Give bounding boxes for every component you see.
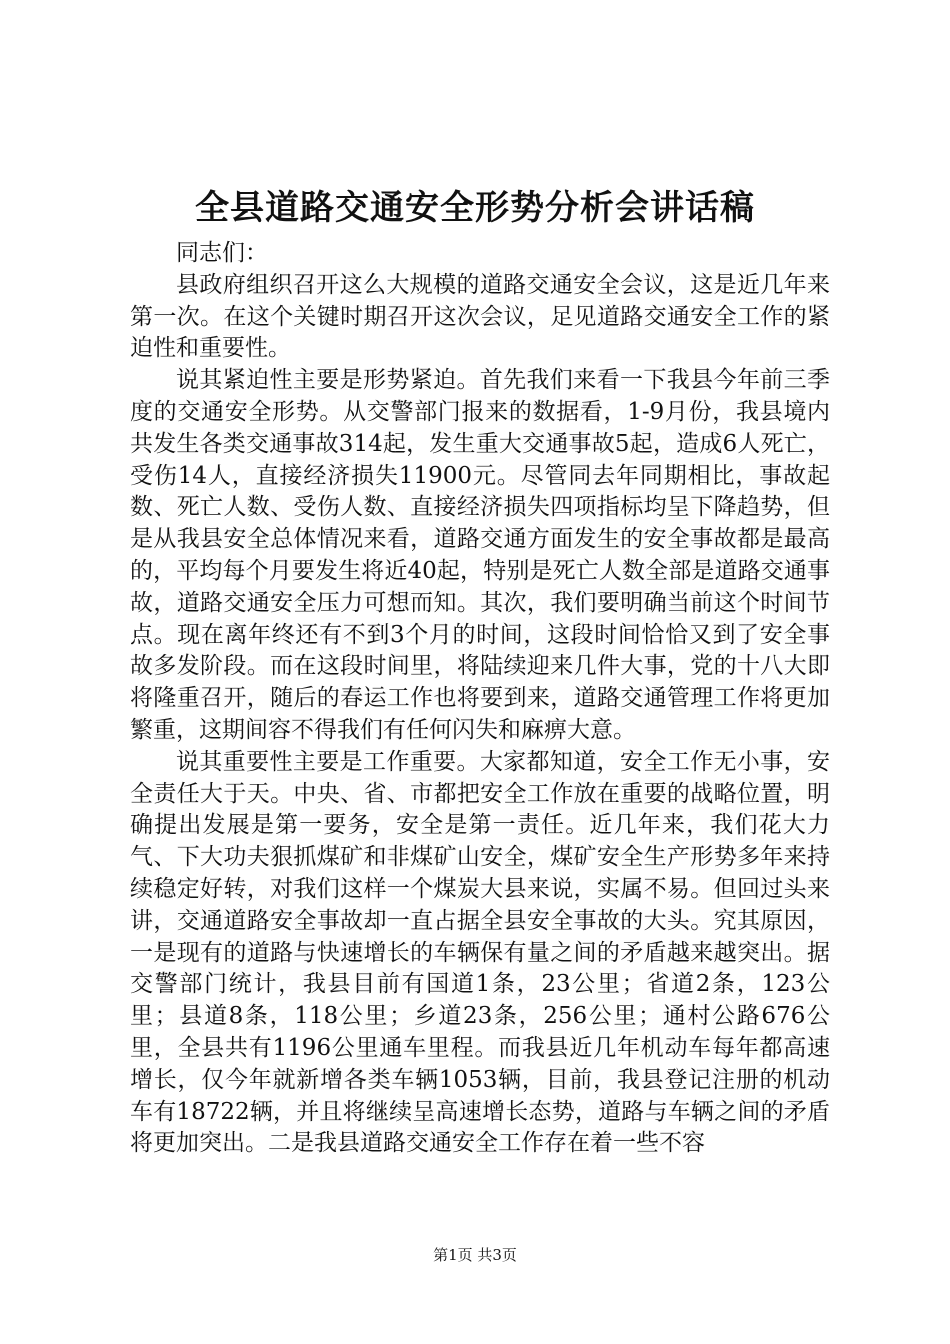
page-footer: 第1页 共3页 xyxy=(433,1246,517,1264)
paragraph-1: 县政府组织召开这么大规模的道路交通安全会议，这是近几年来第一次。在这个关键时期召开这次会议，足见道路交通安全工作的紧迫性和重要性。 xyxy=(130,271,830,362)
paragraph-3: 说其重要性主要是工作重要。大家都知道，安全工作无小事，安全责任大于天。中央、省、市都把安全工作放在重要的战略位置，明确提出发展是第一要务，安全是第一责任。近几年来，我们花大力气、下大功夫狠抓煤矿和非煤矿山安全，煤矿安全生产形势多年来持续稳定好转，对我们这样一个煤炭大县来说，实属不易。但回过头来讲，交通道路安全事故却一直占据全县安全事故的大头。究其原因，一是现有的道路与快速增长的车辆保有量之间的矛盾越来越突出。据交警部门统计，我县目前有国道1条，23公里；省道2条，123公里；县道8条，118公里；乡道23条，256公里；通村公路676公里，全县共有1196公里通车里程。而我县近几年机动车每年都高速增长，仅今年就新增各类车辆1053辆，目前，我县登记注册的机动车有18722辆，并且将继续呈高速增长态势，道路与车辆之间的矛盾将更加突出。二是我县道路交通安全工作存在着一些不容 xyxy=(130,748,830,1157)
document-title: 全县道路交通安全形势分析会讲话稿 xyxy=(195,188,755,228)
paragraph-2: 说其紧迫性主要是形势紧迫。首先我们来看一下我县今年前三季度的交通安全形势。从交警部门报来的数据看，1-9月份，我县境内共发生各类交通事故314起，发生重大交通事故5起，造成6人死亡，受伤14人，直接经济损失11900元。尽管同去年同期相比，事故起数、死亡人数、受伤人数、直接经济损失四项指标均呈下降趋势，但是从我县安全总体情况来看，道路交通方面发生的安全事故都是最高的，平均每个月要发生将近40起，特别是死亡人数全部是道路交通事故，道路交通安全压力可想而知。其次，我们要明确当前这个时间节点。现在离年终还有不到3个月的时间，这段时间恰恰又到了安全事故多发阶段。而在这段时间里，将陆续迎来几件大事，党的十八大即将隆重召开，随后的春运工作也将要到来，道路交通管理工作将更加繁重，这期间容不得我们有任何闪失和麻痹大意。 xyxy=(130,367,830,743)
salutation: 同志们： xyxy=(176,240,268,266)
document-body xyxy=(130,238,830,1160)
